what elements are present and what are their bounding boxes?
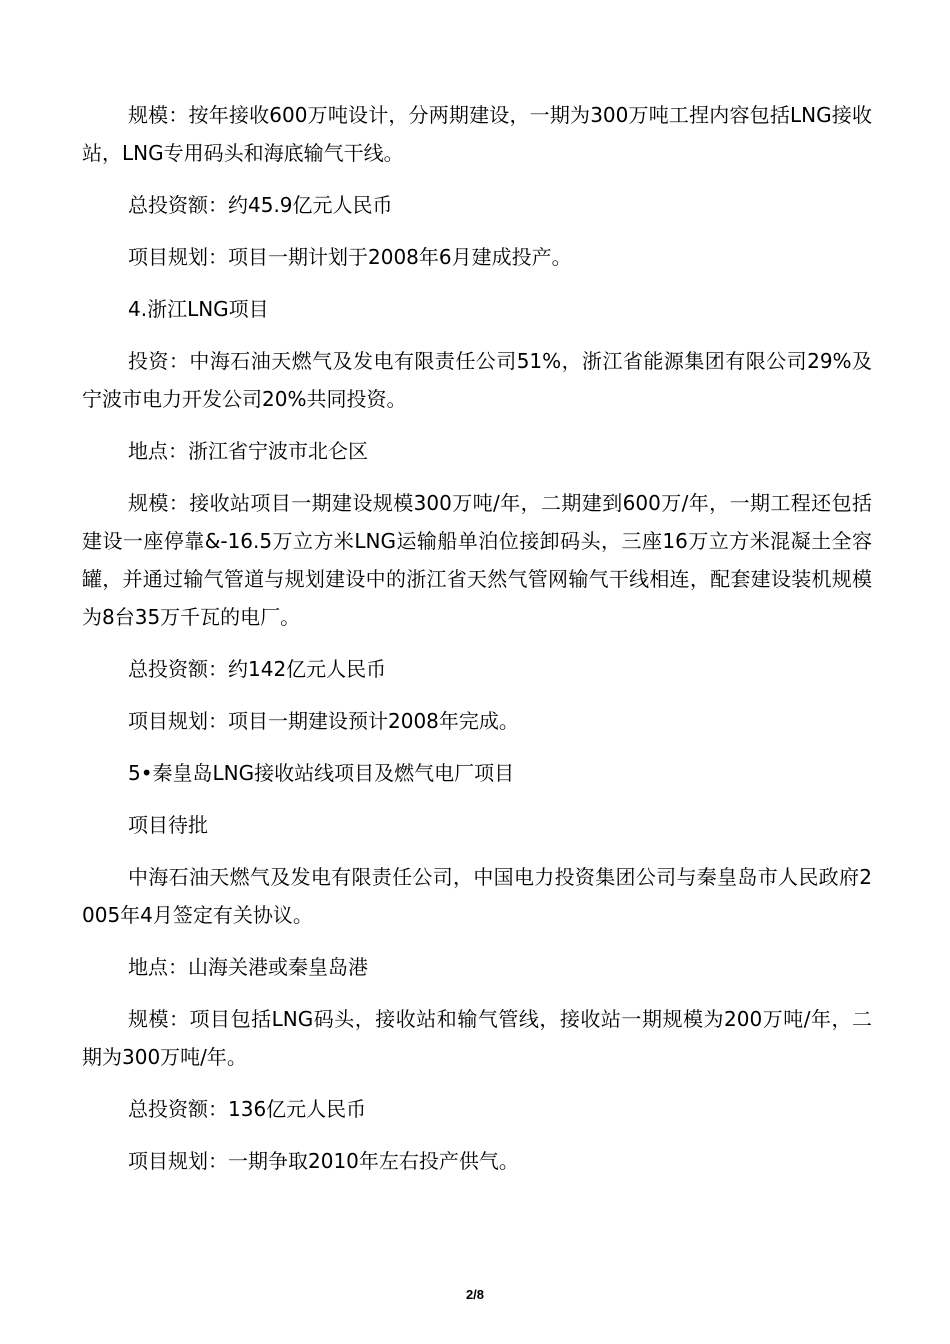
paragraph-project-plan: 项目规划：项目一期计划于2008年6月建成投产。 [128, 245, 572, 269]
paragraph-qinhuangdao-scale: 规模：项目包括LNG码头，接收站和输气管线，接收站一期规模为200万吨/年，二期为300万吨/年。 [82, 1007, 872, 1069]
page-number: 2/8 [465, 1287, 485, 1302]
document-body [82, 96, 872, 1194]
section-heading-qinhuangdao-lng: 5•秦皇岛LNG接收站线项目及燃气电厂项目 [128, 761, 515, 785]
paragraph-total-investment: 总投资额：约45.9亿元人民币 [128, 193, 393, 217]
paragraph-zhejiang-total-investment: 总投资额：约142亿元人民币 [128, 657, 387, 681]
paragraph-qinhuangdao-status: 项目待批 [128, 813, 208, 837]
paragraph-scale-phase: 规模：按年接收600万吨设计，分两期建设，一期为300万吨工捏内容包括LNG接收站，LNG专用码头和海底输气干线。 [82, 103, 872, 165]
paragraph-qinhuangdao-plan: 项目规划：一期争取2010年左右投产供气。 [128, 1149, 519, 1173]
paragraph-qinhuangdao-agreement: 中海石油天燃气及发电有限责任公司，中国电力投资集团公司与秦皇岛市人民政府2005年4月签定有关协议。 [82, 865, 872, 927]
section-heading-zhejiang-lng: 4.浙江LNG项目 [128, 297, 269, 321]
paragraph-zhejiang-scale: 规模：接收站项目一期建设规模300万吨/年，二期建到600万/年，一期工程还包括建设一座停靠&-16.5万立方米LNG运输船单泊位接卸码头，三座16万立方米混凝土全容罐，并通过输气管道与规划建设中的浙江省天然气管网输气干线相连，配套建设装机规模为8台35万千瓦的电厂。 [82, 491, 872, 629]
paragraph-qinhuangdao-total-investment: 总投资额：136亿元人民币 [128, 1097, 367, 1121]
paragraph-zhejiang-investors: 投资：中海石油天燃气及发电有限责任公司51%，浙江省能源集团有限公司29%及宁波市电力开发公司20%共同投资。 [82, 349, 872, 411]
paragraph-zhejiang-plan: 项目规划：项目一期建设预计2008年完成。 [128, 709, 519, 733]
paragraph-zhejiang-location: 地点：浙江省宁波市北仑区 [128, 439, 368, 463]
paragraph-qinhuangdao-location: 地点：山海关港或秦皇岛港 [128, 955, 368, 979]
